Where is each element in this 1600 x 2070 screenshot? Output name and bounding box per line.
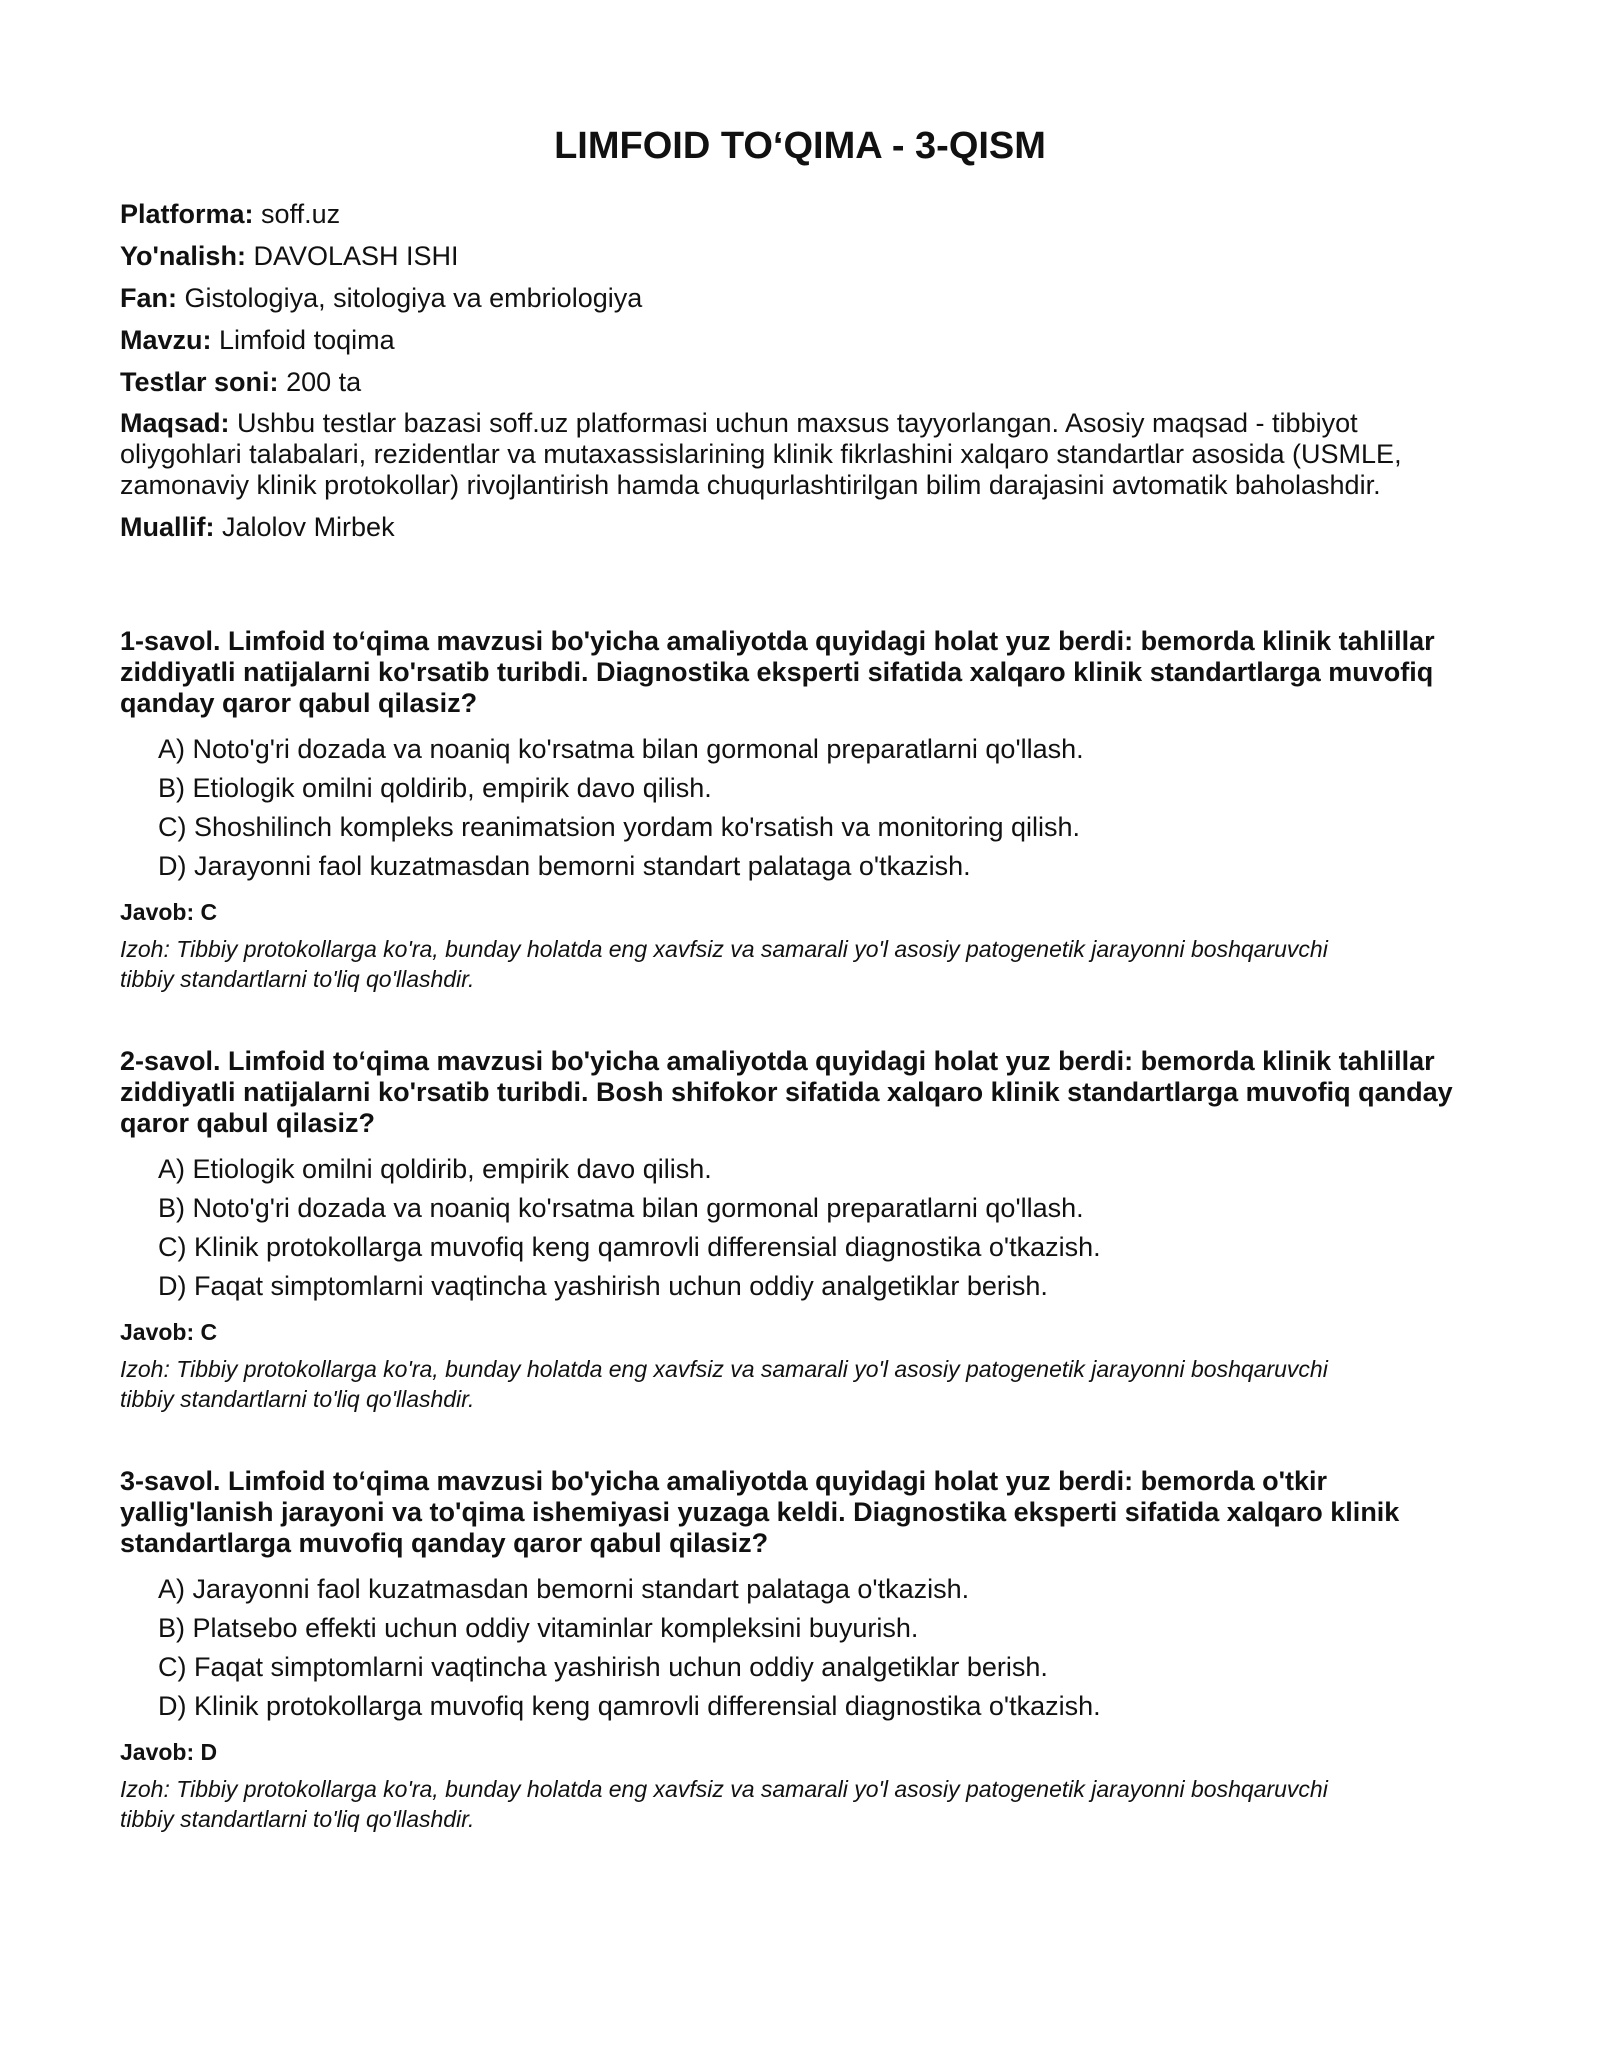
- option-a: A) Noto'g'ri dozada va noaniq ko'rsatma bilan gormonal preparatlarni qo'llash.: [158, 734, 1084, 764]
- answer-explanation: Izoh: Tibbiy protokollarga ko'ra, bunday holatda eng xavfsiz va samarali yo'l asosiy patogenetik jarayonni boshqaruvchi tibbiy standartlarni to'liq qo'llashdir.: [120, 936, 1328, 992]
- meta-label: Fan:: [120, 283, 177, 313]
- meta-label: Muallif:: [120, 512, 215, 542]
- option-d: D) Faqat simptomlarni vaqtincha yashirish uchun oddiy analgetiklar berish.: [158, 1271, 1048, 1301]
- option-c: C) Klinik protokollarga muvofiq keng qamrovli differensial diagnostika o'tkazish.: [158, 1232, 1101, 1262]
- meta-subject: [120, 282, 1480, 314]
- meta-label: Mavzu:: [120, 325, 212, 355]
- meta-value: Limfoid toqima: [219, 325, 395, 355]
- meta-author: [120, 511, 1480, 543]
- option-c: C) Shoshilinch kompleks reanimatsion yordam ko'rsatish va monitoring qilish.: [158, 812, 1081, 842]
- question-list: [120, 626, 1480, 1834]
- meta-topic: [120, 324, 1480, 356]
- question-text: 2-savol. Limfoid to‘qima mavzusi bo'yicha amaliyotda quyidagi holat yuz berdi: bemorda klinik tahlillar ziddiyatli natijalarni ko'rsatib turibdi. Bosh shifokor sifatida xalqaro klinik standartlarga muvofiq qanday qaror qabul qilasiz?: [120, 1046, 1453, 1138]
- answer-options: [120, 1573, 1480, 1722]
- option-b: B) Noto'g'ri dozada va noaniq ko'rsatma bilan gormonal preparatlarni qo'llash.: [158, 1193, 1084, 1223]
- answer-key: Javob: C: [120, 899, 218, 925]
- option-a: A) Etiologik omilni qoldirib, empirik davo qilish.: [158, 1154, 712, 1184]
- meta-value: Gistologiya, sitologiya va embriologiya: [184, 283, 643, 313]
- answer-key: Javob: C: [120, 1319, 218, 1345]
- option-b: B) Platsebo effekti uchun oddiy vitaminlar kompleksini buyurish.: [158, 1613, 919, 1643]
- question-text: 1-savol. Limfoid to‘qima mavzusi bo'yicha amaliyotda quyidagi holat yuz berdi: bemorda klinik tahlillar ziddiyatli natijalarni ko'rsatib turibdi. Diagnostika eksperti sifatida xalqaro klinik standartlarga muvofiq qanday qaror qabul qilasiz?: [120, 626, 1435, 718]
- meta-label: Testlar soni:: [120, 367, 279, 397]
- answer-options: [120, 1153, 1480, 1302]
- metadata-block: [120, 198, 1480, 543]
- meta-direction: [120, 240, 1480, 272]
- meta-label: Maqsad:: [120, 408, 230, 438]
- meta-test-count: [120, 366, 1480, 398]
- option-c: C) Faqat simptomlarni vaqtincha yashirish uchun oddiy analgetiklar berish.: [158, 1652, 1048, 1682]
- option-a: A) Jarayonni faol kuzatmasdan bemorni standart palataga o'tkazish.: [158, 1574, 970, 1604]
- document-page: [120, 0, 1480, 1886]
- option-b: B) Etiologik omilni qoldirib, empirik davo qilish.: [158, 773, 712, 803]
- question-text: 3-savol. Limfoid to‘qima mavzusi bo'yicha amaliyotda quyidagi holat yuz berdi: bemorda o'tkir yallig'lanish jarayoni va to'qima ishemiyasi yuzaga keldi. Diagnostika eksperti sifatida xalqaro klinik standartlarga muvofiq qanday qaror qabul qilasiz?: [120, 1466, 1400, 1558]
- meta-purpose: [120, 408, 1480, 501]
- meta-value: 200 ta: [286, 367, 362, 397]
- option-d: D) Klinik protokollarga muvofiq keng qamrovli differensial diagnostika o'tkazish.: [158, 1691, 1101, 1721]
- answer-explanation: Izoh: Tibbiy protokollarga ko'ra, bunday holatda eng xavfsiz va samarali yo'l asosiy patogenetik jarayonni boshqaruvchi tibbiy standartlarni to'liq qo'llashdir.: [120, 1356, 1328, 1412]
- meta-label: Yo'nalish:: [120, 241, 246, 271]
- meta-value: Ushbu testlar bazasi soff.uz platformasi uchun maxsus tayyorlangan. Asosiy maqsad - tibbiyot oliygohlari talabalari, rezidentlar va mutaxassislarining klinik fikrlashini xalqaro standartlar asosida (USMLE, zamonaviy klinik protokollar) rivojlantirish hamda chuqurlashtirilgan bilim darajasini avtomatik baholashdir.: [120, 408, 1402, 500]
- meta-value: Jalolov Mirbek: [222, 512, 395, 542]
- answer-options: [120, 733, 1480, 882]
- question-item: [120, 626, 1480, 994]
- document-title: LIMFOID TO‘QIMA - 3-QISM: [554, 125, 1046, 167]
- answer-key: Javob: D: [120, 1739, 218, 1765]
- meta-value: DAVOLASH ISHI: [253, 241, 459, 271]
- question-item: [120, 1046, 1480, 1414]
- meta-label: Platforma:: [120, 199, 254, 229]
- option-d: D) Jarayonni faol kuzatmasdan bemorni standart palataga o'tkazish.: [158, 851, 971, 881]
- meta-value: soff.uz: [261, 199, 341, 229]
- question-item: [120, 1466, 1480, 1834]
- meta-platform: [120, 198, 1480, 230]
- answer-explanation: Izoh: Tibbiy protokollarga ko'ra, bunday holatda eng xavfsiz va samarali yo'l asosiy patogenetik jarayonni boshqaruvchi tibbiy standartlarni to'liq qo'llashdir.: [120, 1776, 1328, 1832]
